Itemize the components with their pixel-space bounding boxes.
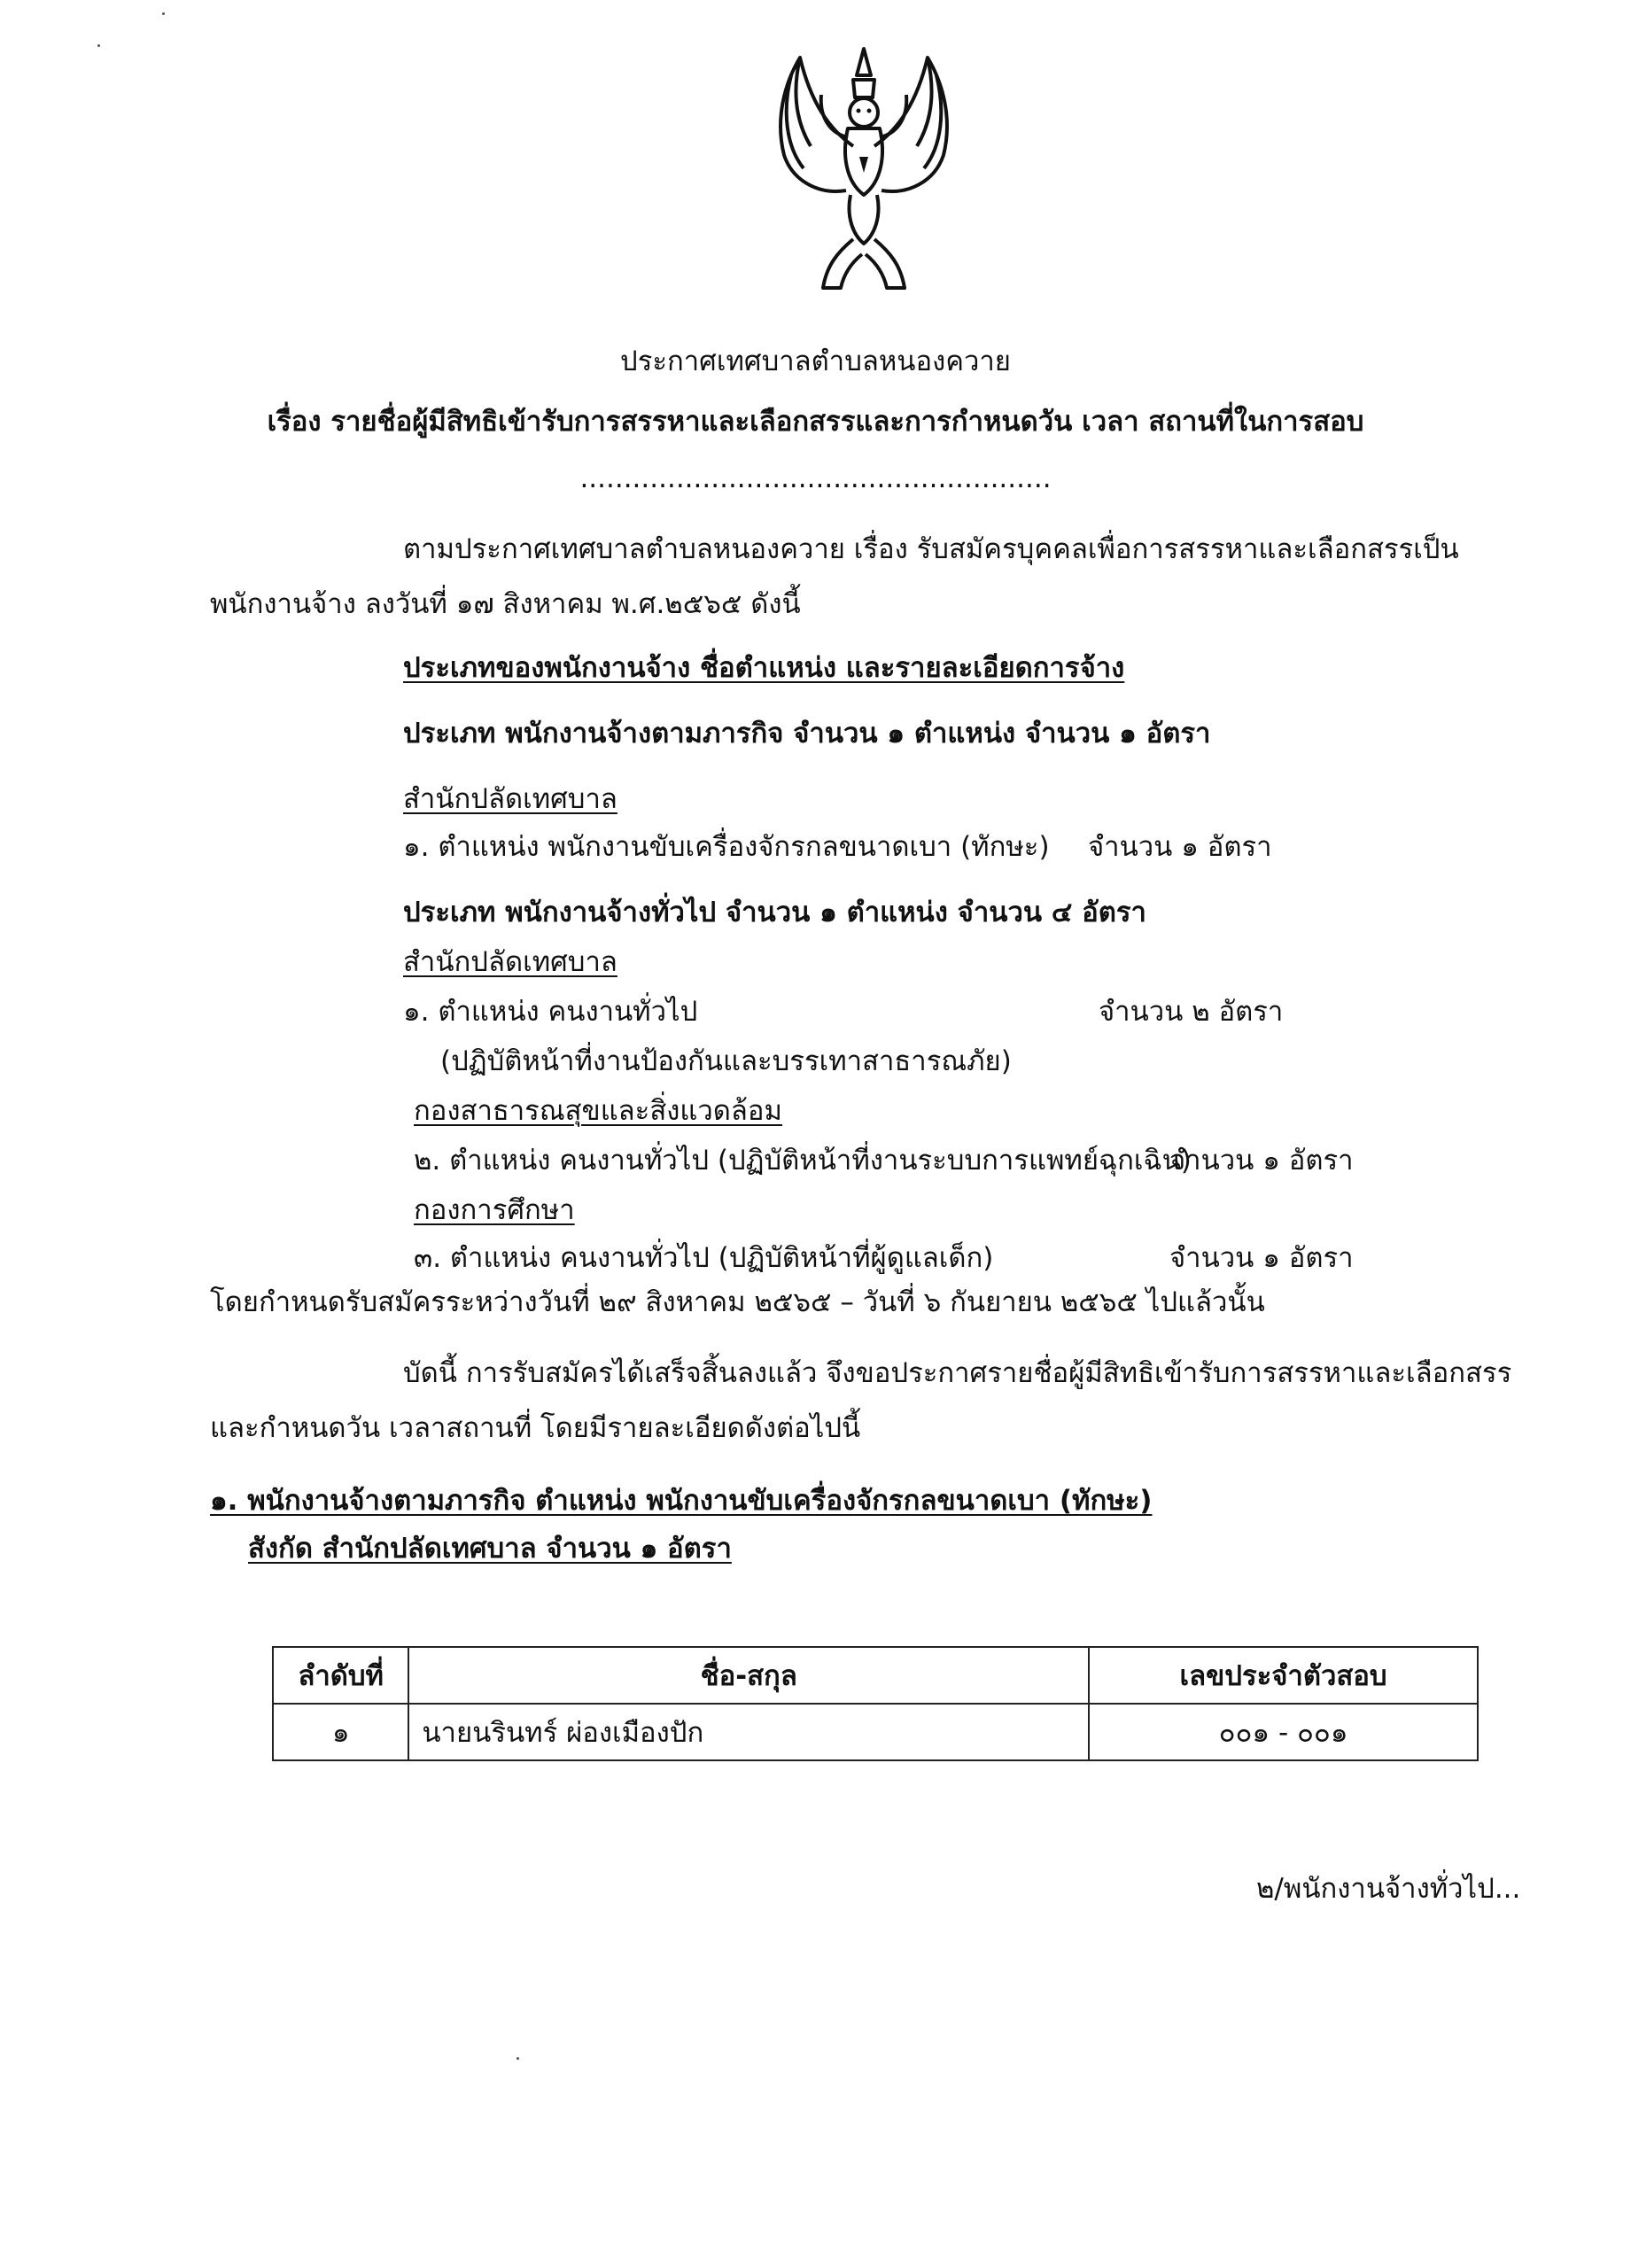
announcement-line-2: และกำหนดวัน เวลาสถานที่ โดยมีรายละเอียดดังต่อไปนี้ [210,1412,861,1444]
type2-department-3: กองการศึกษา [414,1194,575,1226]
intro-line-1: ตามประกาศเทศบาลตำบลหนองควาย เรื่อง รับสมัครบุคคลเพื่อการสรรหาและเลือกสรรเป็น [403,533,1459,565]
type2-department-1: สำนักปลัดเทศบาล [403,946,617,978]
type1-item-1-quantity: จำนวน ๑ อัตรา [1088,831,1272,863]
column-header-order: ลำดับที่ [273,1647,408,1704]
type2-department-2: กองสาธารณสุขและสิ่งแวดล้อม [414,1095,782,1127]
type2-item-1-quantity: จำนวน ๒ อัตรา [1099,996,1284,1028]
table-header-row [273,1647,1478,1704]
type2-heading: ประเภท พนักงานจ้างทั่วไป จำนวน ๑ ตำแหน่ง จำนวน ๔ อัตรา [403,897,1146,928]
application-period: โดยกำหนดรับสมัครระหว่างวันที่ ๒๙ สิงหาคม ๒๕๖๕ – วันที่ ๖ กันยายน ๒๕๖๕ ไปแล้วนั้น [210,1286,1265,1318]
type1-department: สำนักปลัดเทศบาล [403,783,617,815]
type2-item-3: ๓. ตำแหน่ง คนงานทั่วไป (ปฏิบัติหน้าที่ผู้ดูแลเด็ก) [414,1242,994,1274]
type2-item-1: ๑. ตำแหน่ง คนงานทั่วไป [403,996,698,1028]
scan-speck [162,12,165,15]
section-heading: ประเภทของพนักงานจ้าง ชื่อตำแหน่ง และรายละเอียดการจ้าง [403,652,1125,684]
title-separator: ...................................................... [579,462,1052,494]
intro-line-2: พนักงานจ้าง ลงวันที่ ๑๗ สิงหาคม พ.ศ.๒๕๖๕ ดังนี้ [210,588,801,620]
column-header-exam-id: เลขประจำตัวสอบ [1089,1647,1478,1704]
scan-speck [516,2057,519,2060]
list-heading-line-1: ๑. พนักงานจ้างตามภารกิจ ตำแหน่ง พนักงานขับเครื่องจักรกลขนาดเบา (ทักษะ) [210,1485,1153,1517]
announcement-title: ประกาศเทศบาลตำบลหนองควาย [620,346,1011,377]
type2-item-2: ๒. ตำแหน่ง คนงานทั่วไป (ปฏิบัติหน้าที่งานระบบการแพทย์ฉุกเฉิน) [414,1145,1192,1177]
cell-name: นายนรินทร์ ผ่องเมืองปัก [408,1704,1089,1760]
cell-exam-id: ๐๐๑ - ๐๐๑ [1089,1704,1478,1760]
type2-item-1-note: (ปฏิบัติหน้าที่งานป้องกันและบรรเทาสาธารณภัย) [440,1045,1012,1077]
type1-item-1: ๑. ตำแหน่ง พนักงานขับเครื่องจักรกลขนาดเบา (ทักษะ) [403,831,1050,863]
type1-heading: ประเภท พนักงานจ้างตามภารกิจ จำนวน ๑ ตำแหน่ง จำนวน ๑ อัตรา [403,718,1211,750]
garuda-emblem-icon [749,40,979,306]
list-heading-line-2: สังกัด สำนักปลัดเทศบาล จำนวน ๑ อัตรา [248,1533,732,1565]
announcement-subject: เรื่อง รายชื่อผู้มีสิทธิเข้ารับการสรรหาและเลือกสรรและการกำหนดวัน เวลา สถานที่ในการสอบ [267,406,1364,438]
type2-item-3-quantity: จำนวน ๑ อัตรา [1169,1242,1354,1274]
announcement-line-1: บัดนี้ การรับสมัครได้เสร็จสิ้นลงแล้ว จึงขอประกาศรายชื่อผู้มีสิทธิเข้ารับการสรรหาและเลือกสรร [403,1357,1512,1389]
column-header-name: ชื่อ-สกุล [408,1647,1089,1704]
cell-order: ๑ [273,1704,408,1760]
candidate-table [272,1646,1479,1761]
table-row [273,1704,1478,1760]
page-continuation: ๒/พนักงานจ้างทั่วไป... [1256,1873,1521,1905]
scan-speck [97,44,100,47]
type2-item-2-quantity: จำนวน ๑ อัตรา [1169,1145,1354,1177]
